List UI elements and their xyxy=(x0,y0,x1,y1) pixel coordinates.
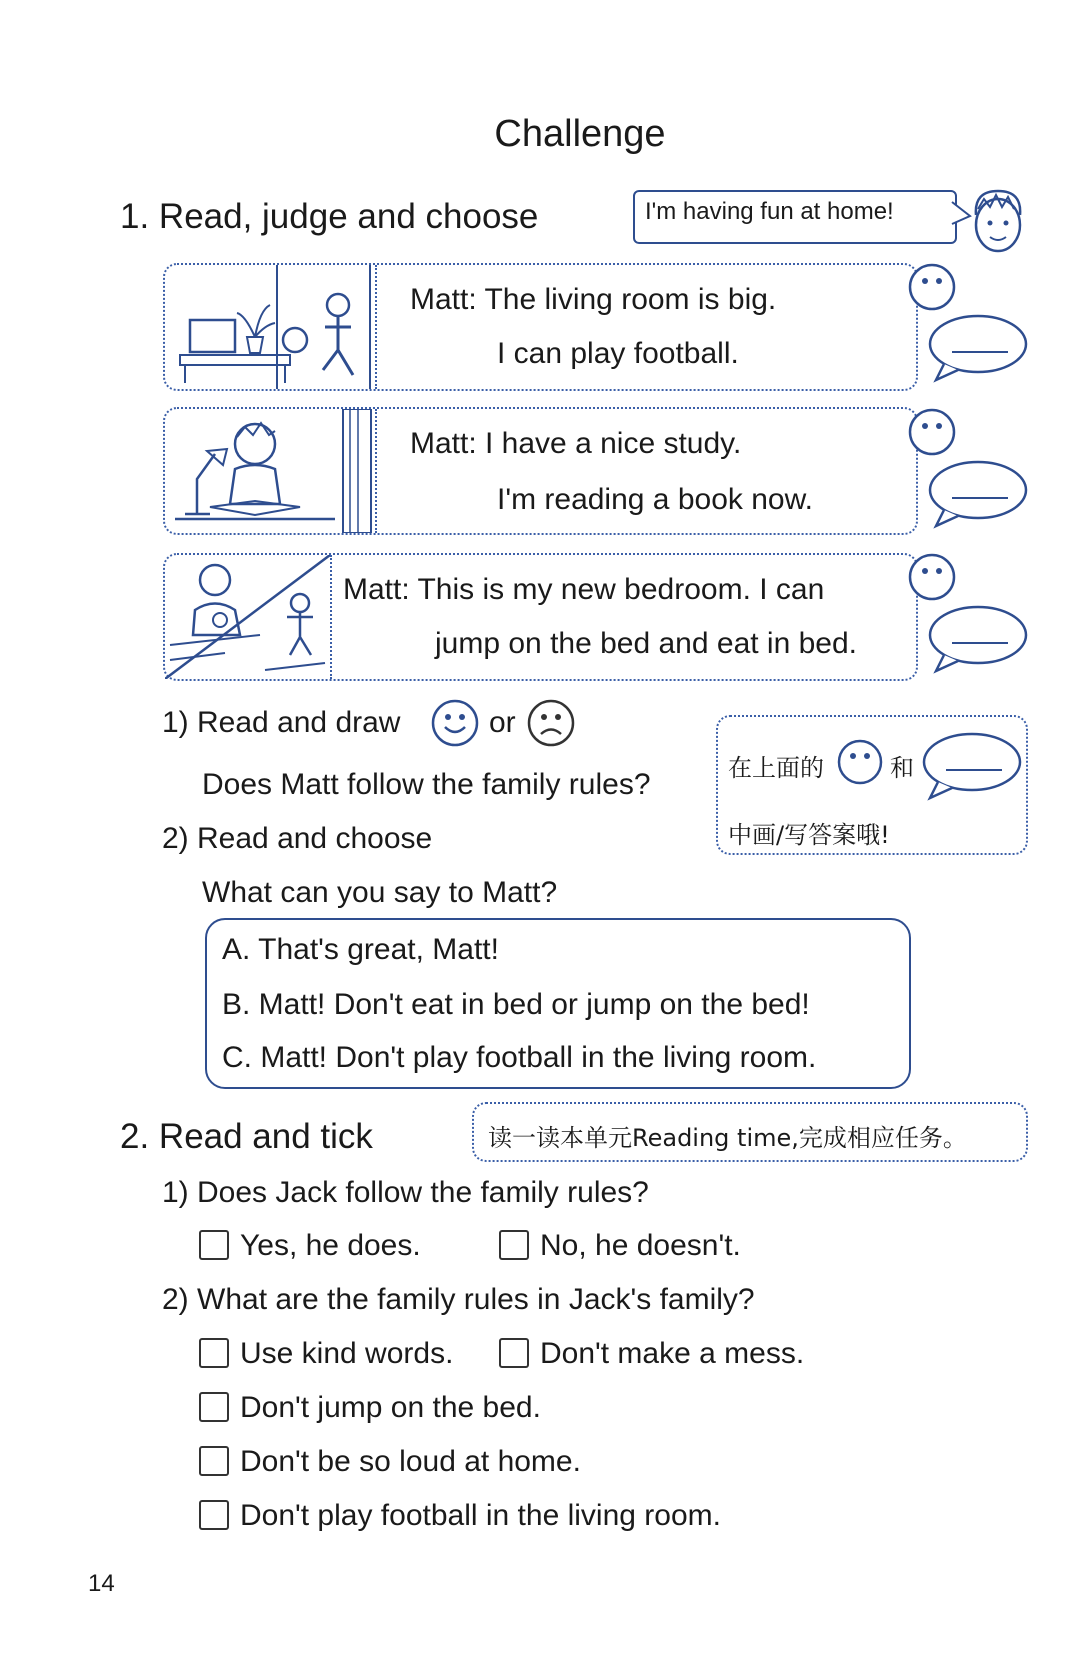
rule-5-label: Don't play football in the living room. xyxy=(240,1499,721,1532)
q2-question: 2) What are the family rules in Jack's family? xyxy=(162,1283,755,1316)
item-2-line-2: I'm reading a book now. xyxy=(497,483,813,516)
option-a[interactable]: A. That's great, Matt! xyxy=(222,933,499,966)
smiley-face-icon xyxy=(430,698,480,748)
task-1-question: Does Matt follow the family rules? xyxy=(202,768,651,801)
boy-head-icon xyxy=(968,185,1028,257)
no-checkbox[interactable] xyxy=(499,1230,529,1260)
tip-text-3: 中画/写答案哦! xyxy=(728,821,890,849)
item-1-answer-bubble-icon[interactable] xyxy=(924,312,1030,384)
rule-1-checkbox[interactable] xyxy=(199,1338,229,1368)
tip-face-icon xyxy=(836,738,884,786)
option-b[interactable]: B. Matt! Don't eat in bed or jump on the bed! xyxy=(222,988,810,1021)
bedroom-bed-picture xyxy=(165,555,332,679)
item-1-face-answer-icon[interactable] xyxy=(907,262,957,312)
rule-3-checkbox[interactable] xyxy=(199,1392,229,1422)
no-label: No, he doesn't. xyxy=(540,1229,741,1262)
item-3-line-2: jump on the bed and eat in bed. xyxy=(435,627,857,660)
item-3-line-1: Matt: This is my new bedroom. I can xyxy=(343,573,825,606)
rule-2-checkbox[interactable] xyxy=(499,1338,529,1368)
speech-bubble xyxy=(633,190,957,244)
sad-face-icon xyxy=(526,698,576,748)
tip-bubble-icon xyxy=(918,730,1024,802)
section-2-heading: 2. Read and tick xyxy=(120,1117,373,1156)
rule-1-label: Use kind words. xyxy=(240,1337,454,1370)
task-1-label: 1) Read and draw xyxy=(162,706,401,739)
rule-5-checkbox[interactable] xyxy=(199,1500,229,1530)
section-1-heading: 1. Read, judge and choose xyxy=(120,197,539,236)
item-2-answer-bubble-icon[interactable] xyxy=(924,458,1030,530)
speech-text: I'm having fun at home! xyxy=(645,198,894,225)
section-2-note: 读一读本单元Reading time,完成相应任务。 xyxy=(488,1124,967,1152)
or-text: or xyxy=(489,706,516,739)
item-2-face-answer-icon[interactable] xyxy=(907,407,957,457)
rule-3-label: Don't jump on the bed. xyxy=(240,1391,541,1424)
item-2-line-1: Matt: I have a nice study. xyxy=(410,427,742,460)
page-title: Challenge xyxy=(494,113,666,155)
yes-checkbox[interactable] xyxy=(199,1230,229,1260)
item-1-line-2: I can play football. xyxy=(497,337,739,370)
tip-text-2: 和 xyxy=(890,754,914,782)
item-3-face-answer-icon[interactable] xyxy=(907,552,957,602)
rule-2-label: Don't make a mess. xyxy=(540,1337,805,1370)
rule-4-label: Don't be so loud at home. xyxy=(240,1445,581,1478)
task-2-question: What can you say to Matt? xyxy=(202,876,558,909)
item-3-answer-bubble-icon[interactable] xyxy=(924,603,1030,675)
rule-4-checkbox[interactable] xyxy=(199,1446,229,1476)
study-reading-picture xyxy=(165,409,377,533)
yes-label: Yes, he does. xyxy=(240,1229,421,1262)
option-c[interactable]: C. Matt! Don't play football in the living room. xyxy=(222,1041,817,1074)
task-2-label: 2) Read and choose xyxy=(162,822,433,855)
item-1-line-1: Matt: The living room is big. xyxy=(410,283,777,316)
tip-text-1: 在上面的 xyxy=(728,754,824,782)
q1-question: 1) Does Jack follow the family rules? xyxy=(162,1176,649,1209)
page-number: 14 xyxy=(88,1570,115,1597)
living-room-football-picture xyxy=(165,265,377,389)
